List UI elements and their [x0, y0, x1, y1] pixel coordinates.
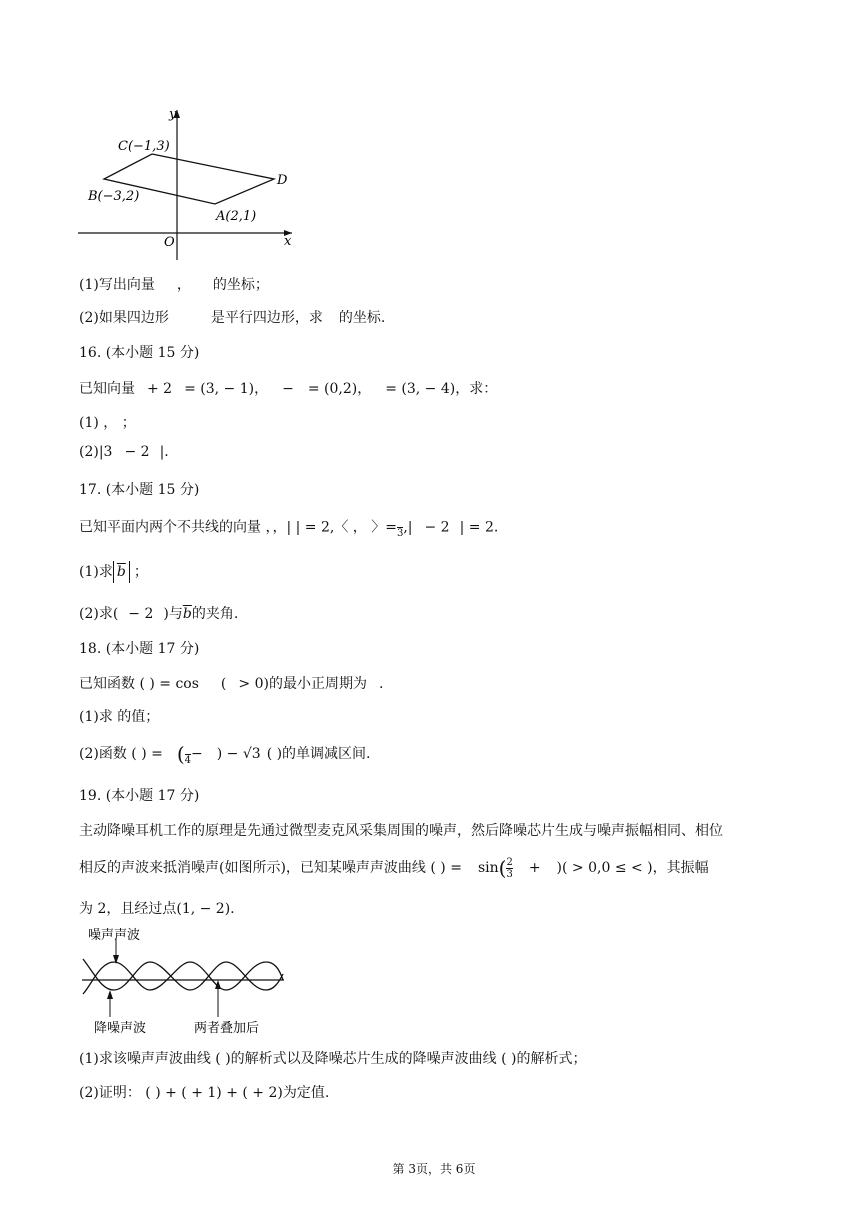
- axis-y-label: y: [169, 107, 177, 122]
- q18-part1: (1)求 的值；: [79, 709, 160, 725]
- anti-noise-wave: [83, 962, 283, 994]
- q19-stem-line3: 为 2，且经过点(1, − 2).: [79, 901, 235, 917]
- q16-stem: 已知向量 + 2 = (3, − 1)， − = (0,2)， = (3, − 4)，求：: [79, 381, 498, 397]
- q18-fraction: 4: [184, 754, 192, 766]
- point-c-label: C(−1,3): [118, 139, 170, 154]
- q17-header: 17. (本小题 15 分): [79, 482, 200, 498]
- q15-part1: (1)写出向量 ， 的坐标；: [79, 277, 269, 293]
- q15-part2: (2)如果四边形 是平行四边形，求 的坐标.: [79, 310, 386, 326]
- q18-part2: (2)函数 ( ) = ( 4 − ) − √3 ( )的单调减区间.: [79, 742, 371, 766]
- q19-stem-line2: 相反的声波来抵消噪声(如图所示)，已知某噪声声波曲线 ( ) = sin( $\frac{2}{3}$ + )( > 0,0 ≤ < )，其振幅: [79, 856, 709, 880]
- q17-stem: 已知平面内两个不共线的向量 ，，| | = 2,〈 ， 〉= 3 ,| − 2 | = 2.: [79, 516, 498, 539]
- q17-fraction: 3: [396, 528, 404, 539]
- q18-header: 18. (本小题 17 分): [79, 641, 200, 657]
- point-a-label: A(2,1): [216, 209, 257, 224]
- page-footer: 第 3页，共 6页: [392, 1162, 476, 1176]
- q18-stem: 已知函数 ( ) = cos ( > 0)的最小正周期为 .: [79, 676, 384, 692]
- sound-wave-figure: [78, 924, 288, 1036]
- noise-wave-label: 噪声声波: [88, 928, 141, 943]
- q19-header: 19. (本小题 17 分): [79, 788, 200, 804]
- point-b-label: B(−3,2): [88, 189, 140, 204]
- sum-wave-label: 两者叠加后: [194, 1021, 260, 1036]
- q16-header: 16. (本小题 15 分): [79, 345, 200, 361]
- q19-part1: (1)求该噪声声波曲线 ( )的解析式以及降噪芯片生成的降噪声波曲线 ( )的解析式；: [79, 1051, 587, 1067]
- axis-x-label: x: [284, 234, 292, 249]
- q16-part2: (2)|3 − 2 |.: [79, 444, 169, 460]
- q16-part1: (1) ， ；: [79, 415, 136, 431]
- origin-label: O: [164, 235, 175, 250]
- norm-b: $\overline{b}$: [113, 561, 130, 583]
- q17-part1: (1)求 $\overline{b}$ ；: [79, 561, 148, 583]
- q19-stem-line1: 主动降噪耳机工作的原理是先通过微型麦克风采集周围的噪声，然后降噪芯片生成与噪声振幅相同、相位: [79, 823, 723, 839]
- q17-part2: (2)求( − 2 )与$\overline{b}$的夹角.: [79, 606, 239, 622]
- coordinate-figure: [78, 104, 308, 264]
- point-d-label: D: [277, 173, 288, 188]
- q19-fraction: $\frac{2}{3}$: [506, 856, 513, 880]
- noise-wave: [83, 959, 283, 990]
- q19-part2: (2)证明： ( ) + ( + 1) + ( + 2)为定值.: [79, 1085, 330, 1101]
- anti-noise-wave-label: 降噪声波: [94, 1021, 147, 1036]
